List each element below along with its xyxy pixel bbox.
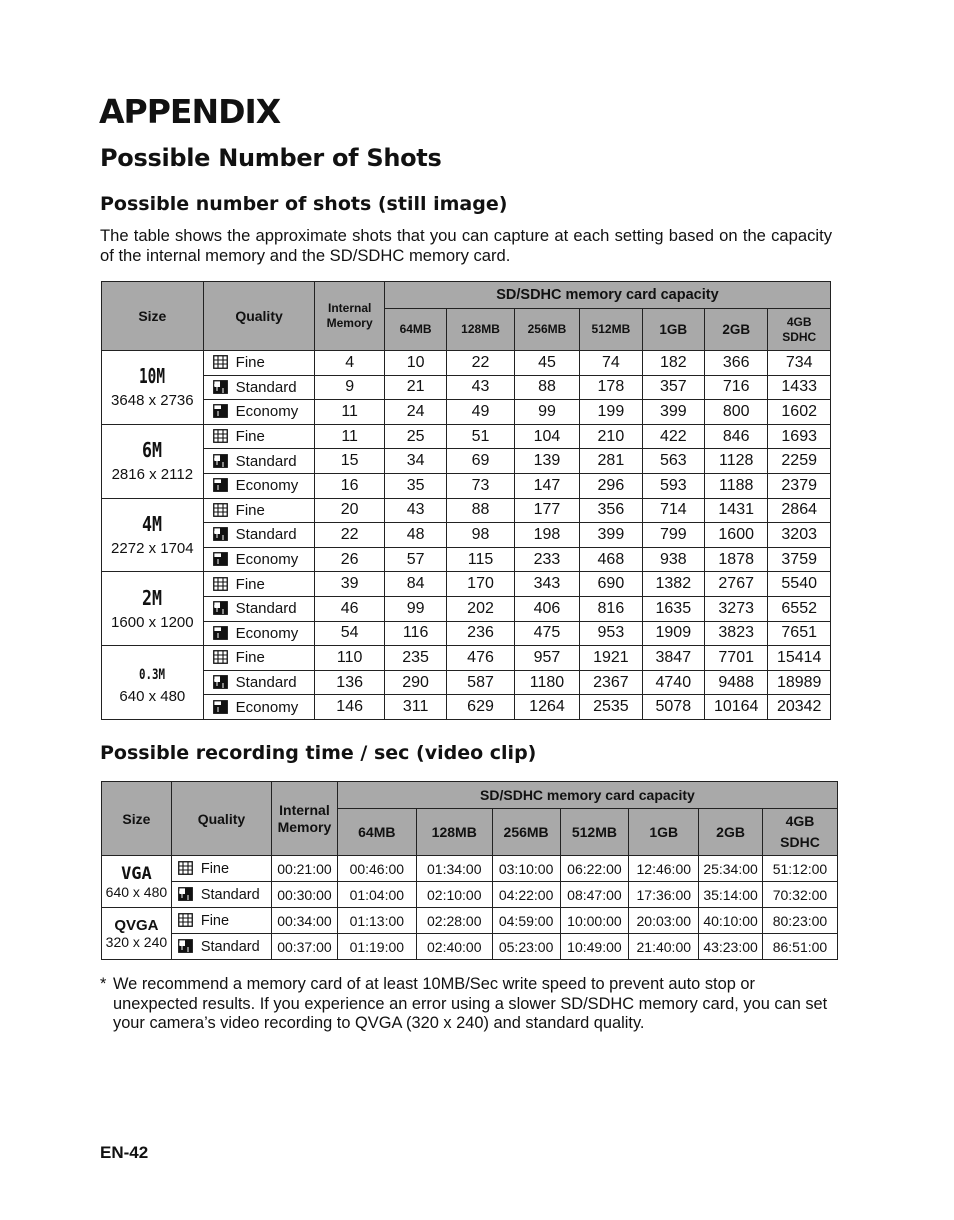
header-card-capacity: SD/SDHC memory card capacity bbox=[384, 282, 830, 309]
table-row bbox=[102, 375, 831, 400]
value-cell: 690 bbox=[580, 572, 642, 597]
value-cell: 422 bbox=[642, 424, 704, 449]
quality-cell bbox=[171, 934, 271, 960]
quality-label: Fine bbox=[200, 912, 230, 929]
economy-quality-icon bbox=[213, 552, 228, 566]
quality-cell bbox=[203, 670, 315, 695]
video-header-quality: Quality bbox=[171, 782, 271, 856]
quality-cell bbox=[203, 572, 315, 597]
value-cell: 88 bbox=[514, 375, 579, 400]
value-cell: 800 bbox=[705, 400, 768, 425]
video-header-col-64mb: 64MB bbox=[337, 809, 416, 856]
value-cell: 1693 bbox=[768, 424, 831, 449]
standard-quality-icon bbox=[178, 939, 193, 953]
quality-cell bbox=[171, 882, 271, 908]
value-cell: 4740 bbox=[642, 670, 704, 695]
value-cell: 70:32:00 bbox=[762, 882, 837, 908]
value-cell: 15 bbox=[315, 449, 384, 474]
value-cell: 24 bbox=[384, 400, 446, 425]
value-cell: 01:13:00 bbox=[337, 908, 416, 934]
header-internal-line1: Internal bbox=[327, 301, 372, 315]
video-header-col-4gb-sdhc bbox=[762, 809, 837, 856]
value-cell: 20:03:00 bbox=[629, 908, 699, 934]
value-cell: 468 bbox=[580, 547, 642, 572]
fine-quality-icon bbox=[213, 355, 228, 369]
value-cell: 311 bbox=[384, 695, 446, 720]
value-cell: 139 bbox=[514, 449, 579, 474]
value-cell: 21:40:00 bbox=[629, 934, 699, 960]
table-row bbox=[102, 473, 831, 498]
value-cell: 1600 bbox=[705, 523, 768, 548]
header-col-64mb: 64MB bbox=[384, 309, 446, 351]
video-header-internal-line2: Memory bbox=[277, 818, 332, 835]
header-size: Size bbox=[102, 282, 204, 351]
svg-text:4M: 4M bbox=[142, 511, 163, 536]
value-cell: 343 bbox=[514, 572, 579, 597]
value-cell: 1635 bbox=[642, 596, 704, 621]
value-cell: 7701 bbox=[705, 646, 768, 671]
page-subtitle: Possible Number of Shots bbox=[100, 144, 442, 172]
value-cell: 11 bbox=[315, 400, 384, 425]
value-cell: 1180 bbox=[514, 670, 579, 695]
value-cell: 816 bbox=[580, 596, 642, 621]
quality-label: Fine bbox=[200, 860, 230, 877]
value-cell: 1921 bbox=[580, 646, 642, 671]
quality-cell bbox=[203, 621, 315, 646]
value-cell: 3847 bbox=[642, 646, 704, 671]
economy-quality-icon bbox=[213, 626, 228, 640]
value-cell: 9 bbox=[315, 375, 384, 400]
value-cell: 3759 bbox=[768, 547, 831, 572]
intro-paragraph: The table shows the approximate shots that you can capture at each setting based on the capacity of the internal memory and the SD/SDHC memory card. bbox=[100, 226, 832, 265]
header-col-512mb: 512MB bbox=[580, 309, 642, 351]
quality-label: Standard bbox=[235, 378, 297, 396]
value-cell: 115 bbox=[447, 547, 514, 572]
standard-quality-icon bbox=[213, 527, 228, 541]
svg-text:0.3M: 0.3M bbox=[139, 666, 166, 683]
value-cell: 22 bbox=[447, 351, 514, 376]
resolution-text: 2272 x 1704 bbox=[111, 539, 194, 557]
svg-text:2M: 2M bbox=[142, 585, 163, 610]
value-cell: 2367 bbox=[580, 670, 642, 695]
economy-quality-icon bbox=[213, 478, 228, 492]
value-cell: 10 bbox=[384, 351, 446, 376]
value-cell: 05:23:00 bbox=[492, 934, 560, 960]
section-title-video: Possible recording time / sec (video clip) bbox=[100, 742, 537, 764]
value-cell: 57 bbox=[384, 547, 446, 572]
value-cell: 22 bbox=[315, 523, 384, 548]
table-row bbox=[102, 498, 831, 523]
value-cell: 01:34:00 bbox=[416, 856, 492, 882]
quality-cell bbox=[203, 646, 315, 671]
value-cell: 80:23:00 bbox=[762, 908, 837, 934]
value-cell: 714 bbox=[642, 498, 704, 523]
value-cell: 116 bbox=[384, 621, 446, 646]
quality-cell bbox=[203, 498, 315, 523]
value-cell: 281 bbox=[580, 449, 642, 474]
value-cell: 147 bbox=[514, 473, 579, 498]
value-cell: 406 bbox=[514, 596, 579, 621]
value-cell: 170 bbox=[447, 572, 514, 597]
table-row bbox=[102, 424, 831, 449]
resolution-4m-icon bbox=[137, 512, 167, 534]
value-cell: 43 bbox=[447, 375, 514, 400]
value-cell: 2379 bbox=[768, 473, 831, 498]
value-cell: 210 bbox=[580, 424, 642, 449]
standard-quality-icon bbox=[178, 887, 193, 901]
value-cell: 02:40:00 bbox=[416, 934, 492, 960]
value-cell: 1602 bbox=[768, 400, 831, 425]
value-cell: 1878 bbox=[705, 547, 768, 572]
header-quality: Quality bbox=[203, 282, 315, 351]
value-cell: 734 bbox=[768, 351, 831, 376]
header-col-256mb: 256MB bbox=[514, 309, 579, 351]
value-cell: 20342 bbox=[768, 695, 831, 720]
quality-label: Economy bbox=[235, 403, 299, 421]
quality-cell bbox=[203, 424, 315, 449]
quality-label: Fine bbox=[235, 575, 265, 593]
quality-label: Economy bbox=[235, 551, 299, 569]
quality-cell bbox=[203, 473, 315, 498]
quality-label: Fine bbox=[235, 354, 265, 372]
quality-cell bbox=[203, 695, 315, 720]
table-row bbox=[102, 670, 831, 695]
table-row bbox=[102, 400, 831, 425]
value-cell: 03:10:00 bbox=[492, 856, 560, 882]
value-cell: 290 bbox=[384, 670, 446, 695]
value-cell: 12:46:00 bbox=[629, 856, 699, 882]
quality-cell bbox=[171, 856, 271, 882]
quality-cell bbox=[203, 375, 315, 400]
value-cell: 10164 bbox=[705, 695, 768, 720]
video-resolution-text: 320 x 240 bbox=[105, 934, 168, 950]
value-cell: 10:49:00 bbox=[560, 934, 629, 960]
header-col-128mb: 128MB bbox=[447, 309, 514, 351]
value-cell: 10:00:00 bbox=[560, 908, 629, 934]
value-cell: 46 bbox=[315, 596, 384, 621]
value-cell: 21 bbox=[384, 375, 446, 400]
value-cell: 7651 bbox=[768, 621, 831, 646]
video-resolution-text: 640 x 480 bbox=[105, 883, 168, 900]
value-cell: 01:19:00 bbox=[337, 934, 416, 960]
standard-quality-icon bbox=[213, 675, 228, 689]
table-row bbox=[102, 908, 838, 934]
footnote bbox=[100, 975, 840, 1034]
value-cell: 54 bbox=[315, 621, 384, 646]
fine-quality-icon bbox=[213, 503, 228, 517]
value-cell: 51 bbox=[447, 424, 514, 449]
value-cell: 357 bbox=[642, 375, 704, 400]
value-cell: 198 bbox=[514, 523, 579, 548]
quality-label: Fine bbox=[235, 649, 265, 667]
value-cell: 799 bbox=[642, 523, 704, 548]
quality-cell bbox=[203, 400, 315, 425]
value-cell: 00:21:00 bbox=[272, 856, 338, 882]
economy-quality-icon bbox=[213, 404, 228, 418]
fine-quality-icon bbox=[213, 429, 228, 443]
value-cell: 296 bbox=[580, 473, 642, 498]
value-cell: 06:22:00 bbox=[560, 856, 629, 882]
svg-text:10M: 10M bbox=[139, 364, 166, 389]
video-header-col-256mb: 256MB bbox=[492, 809, 560, 856]
quality-label: Economy bbox=[235, 698, 299, 716]
resolution-10m-icon bbox=[137, 364, 167, 389]
value-cell: 2535 bbox=[580, 695, 642, 720]
value-cell: 11 bbox=[315, 424, 384, 449]
value-cell: 00:30:00 bbox=[272, 882, 338, 908]
value-cell: 04:59:00 bbox=[492, 908, 560, 934]
quality-label: Standard bbox=[235, 674, 297, 692]
value-cell: 1188 bbox=[705, 473, 768, 498]
value-cell: 08:47:00 bbox=[560, 882, 629, 908]
table-row bbox=[102, 621, 831, 646]
value-cell: 51:12:00 bbox=[762, 856, 837, 882]
video-header-col-512mb: 512MB bbox=[560, 809, 629, 856]
value-cell: 17:36:00 bbox=[629, 882, 699, 908]
value-cell: 957 bbox=[514, 646, 579, 671]
value-cell: 00:46:00 bbox=[337, 856, 416, 882]
quality-cell bbox=[203, 547, 315, 572]
header-col-1gb: 1GB bbox=[642, 309, 704, 351]
video-header-internal-line1: Internal bbox=[279, 801, 330, 818]
page-title: APPENDIX bbox=[99, 92, 281, 131]
value-cell: 26 bbox=[315, 547, 384, 572]
value-cell: 202 bbox=[447, 596, 514, 621]
value-cell: 5078 bbox=[642, 695, 704, 720]
value-cell: 00:37:00 bbox=[272, 934, 338, 960]
quality-label: Standard bbox=[235, 526, 297, 544]
value-cell: 563 bbox=[642, 449, 704, 474]
table-row bbox=[102, 449, 831, 474]
value-cell: 104 bbox=[514, 424, 579, 449]
header-4gb-line1: 4GB bbox=[786, 314, 812, 329]
value-cell: 110 bbox=[315, 646, 384, 671]
value-cell: 235 bbox=[384, 646, 446, 671]
quality-label: Standard bbox=[235, 600, 297, 618]
quality-cell bbox=[171, 908, 271, 934]
value-cell: 34 bbox=[384, 449, 446, 474]
standard-quality-icon bbox=[213, 454, 228, 468]
video-header-4gb-line2: SDHC bbox=[780, 834, 820, 850]
quality-cell bbox=[203, 351, 315, 376]
size-cell bbox=[102, 646, 204, 720]
resolution-text: 640 x 480 bbox=[119, 687, 186, 705]
value-cell: 233 bbox=[514, 547, 579, 572]
value-cell: 43:23:00 bbox=[699, 934, 763, 960]
value-cell: 20 bbox=[315, 498, 384, 523]
table-row bbox=[102, 547, 831, 572]
quality-label: Economy bbox=[235, 477, 299, 495]
value-cell: 146 bbox=[315, 695, 384, 720]
video-header-col-2gb: 2GB bbox=[699, 809, 763, 856]
value-cell: 02:28:00 bbox=[416, 908, 492, 934]
standard-quality-icon bbox=[213, 601, 228, 615]
video-header-col-1gb: 1GB bbox=[629, 809, 699, 856]
quality-cell bbox=[203, 523, 315, 548]
fine-quality-icon bbox=[213, 650, 228, 664]
value-cell: 01:04:00 bbox=[337, 882, 416, 908]
value-cell: 9488 bbox=[705, 670, 768, 695]
video-size-label: QVGA bbox=[114, 917, 159, 934]
fine-quality-icon bbox=[213, 577, 228, 591]
value-cell: 02:10:00 bbox=[416, 882, 492, 908]
value-cell: 3823 bbox=[705, 621, 768, 646]
value-cell: 35 bbox=[384, 473, 446, 498]
value-cell: 953 bbox=[580, 621, 642, 646]
video-header-col-128mb: 128MB bbox=[416, 809, 492, 856]
value-cell: 366 bbox=[705, 351, 768, 376]
quality-cell bbox=[203, 449, 315, 474]
value-cell: 236 bbox=[447, 621, 514, 646]
value-cell: 16 bbox=[315, 473, 384, 498]
quality-label: Fine bbox=[235, 428, 265, 446]
value-cell: 43 bbox=[384, 498, 446, 523]
table-row bbox=[102, 934, 838, 960]
value-cell: 1128 bbox=[705, 449, 768, 474]
value-cell: 199 bbox=[580, 400, 642, 425]
resolution-text: 2816 x 2112 bbox=[111, 466, 194, 484]
value-cell: 18989 bbox=[768, 670, 831, 695]
resolution-text: 1600 x 1200 bbox=[111, 613, 194, 631]
value-cell: 99 bbox=[384, 596, 446, 621]
size-cell bbox=[102, 572, 204, 646]
footnote-star: * bbox=[100, 975, 107, 993]
value-cell: 1909 bbox=[642, 621, 704, 646]
footnote-text: We recommend a memory card of at least 10MB/Sec write speed to prevent auto stop or unexpected results. If you experience an error using a slower SD/SDHC memory card, you can set your camera’s video recording to QVGA (320 x 240) and standard quality. bbox=[113, 975, 828, 1032]
video-size-cell bbox=[102, 908, 172, 960]
size-cell bbox=[102, 351, 204, 425]
value-cell: 476 bbox=[447, 646, 514, 671]
fine-quality-icon bbox=[178, 913, 193, 927]
value-cell: 356 bbox=[580, 498, 642, 523]
size-cell bbox=[102, 498, 204, 572]
resolution-2m-icon bbox=[137, 586, 167, 608]
value-cell: 1264 bbox=[514, 695, 579, 720]
value-cell: 86:51:00 bbox=[762, 934, 837, 960]
value-cell: 1431 bbox=[705, 498, 768, 523]
value-cell: 45 bbox=[514, 351, 579, 376]
value-cell: 88 bbox=[447, 498, 514, 523]
value-cell: 6552 bbox=[768, 596, 831, 621]
value-cell: 178 bbox=[580, 375, 642, 400]
value-cell: 00:34:00 bbox=[272, 908, 338, 934]
value-cell: 2767 bbox=[705, 572, 768, 597]
video-size-label: VGA bbox=[121, 863, 152, 884]
header-4gb-line2: SDHC bbox=[782, 329, 817, 344]
value-cell: 48 bbox=[384, 523, 446, 548]
value-cell: 25 bbox=[384, 424, 446, 449]
quality-cell bbox=[203, 596, 315, 621]
quality-label: Standard bbox=[200, 886, 260, 903]
table-row bbox=[102, 523, 831, 548]
video-header-size: Size bbox=[102, 782, 172, 856]
value-cell: 3273 bbox=[705, 596, 768, 621]
table-row bbox=[102, 596, 831, 621]
video-clip-table bbox=[101, 781, 838, 960]
value-cell: 2259 bbox=[768, 449, 831, 474]
value-cell: 1382 bbox=[642, 572, 704, 597]
value-cell: 49 bbox=[447, 400, 514, 425]
section-title-still: Possible number of shots (still image) bbox=[100, 193, 508, 215]
quality-label: Fine bbox=[235, 501, 265, 519]
value-cell: 39 bbox=[315, 572, 384, 597]
quality-label: Economy bbox=[235, 624, 299, 642]
fine-quality-icon bbox=[178, 861, 193, 875]
svg-text:6M: 6M bbox=[142, 438, 163, 463]
value-cell: 73 bbox=[447, 473, 514, 498]
value-cell: 938 bbox=[642, 547, 704, 572]
value-cell: 69 bbox=[447, 449, 514, 474]
value-cell: 99 bbox=[514, 400, 579, 425]
page-number: EN-42 bbox=[100, 1143, 149, 1162]
standard-quality-icon bbox=[213, 380, 228, 394]
quality-label: Standard bbox=[235, 452, 297, 470]
value-cell: 35:14:00 bbox=[699, 882, 763, 908]
video-size-cell bbox=[102, 856, 172, 908]
value-cell: 84 bbox=[384, 572, 446, 597]
video-header-internal-memory bbox=[272, 782, 338, 856]
value-cell: 04:22:00 bbox=[492, 882, 560, 908]
value-cell: 716 bbox=[705, 375, 768, 400]
header-col-2gb: 2GB bbox=[705, 309, 768, 351]
value-cell: 846 bbox=[705, 424, 768, 449]
value-cell: 74 bbox=[580, 351, 642, 376]
table-row bbox=[102, 856, 838, 882]
quality-label: Standard bbox=[200, 938, 260, 955]
value-cell: 587 bbox=[447, 670, 514, 695]
value-cell: 475 bbox=[514, 621, 579, 646]
header-internal-line2: Memory bbox=[326, 316, 373, 330]
value-cell: 25:34:00 bbox=[699, 856, 763, 882]
value-cell: 136 bbox=[315, 670, 384, 695]
value-cell: 40:10:00 bbox=[699, 908, 763, 934]
value-cell: 182 bbox=[642, 351, 704, 376]
value-cell: 5540 bbox=[768, 572, 831, 597]
value-cell: 177 bbox=[514, 498, 579, 523]
table-row bbox=[102, 572, 831, 597]
value-cell: 15414 bbox=[768, 646, 831, 671]
table-row bbox=[102, 646, 831, 671]
table-row bbox=[102, 695, 831, 720]
value-cell: 1433 bbox=[768, 375, 831, 400]
economy-quality-icon bbox=[213, 700, 228, 714]
value-cell: 98 bbox=[447, 523, 514, 548]
value-cell: 629 bbox=[447, 695, 514, 720]
table-row bbox=[102, 351, 831, 376]
value-cell: 399 bbox=[642, 400, 704, 425]
resolution-6m-icon bbox=[137, 438, 167, 463]
value-cell: 4 bbox=[315, 351, 384, 376]
value-cell: 2864 bbox=[768, 498, 831, 523]
resolution-text: 3648 x 2736 bbox=[111, 392, 194, 410]
value-cell: 3203 bbox=[768, 523, 831, 548]
video-header-4gb-line1: 4GB bbox=[785, 813, 815, 829]
header-col-4gb-sdhc bbox=[768, 309, 831, 351]
size-cell bbox=[102, 424, 204, 498]
value-cell: 399 bbox=[580, 523, 642, 548]
video-header-card-capacity: SD/SDHC memory card capacity bbox=[337, 782, 837, 809]
header-internal-memory bbox=[315, 282, 384, 351]
value-cell: 593 bbox=[642, 473, 704, 498]
resolution-0-3m-icon bbox=[137, 660, 167, 682]
table-row bbox=[102, 882, 838, 908]
still-image-table bbox=[101, 281, 831, 720]
